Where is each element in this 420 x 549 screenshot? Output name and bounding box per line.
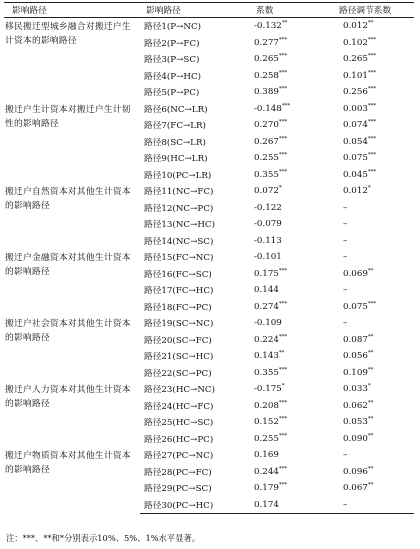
adjustment-significance: *** (367, 152, 377, 159)
coefficient-significance: *** (278, 86, 288, 93)
adjustment-value: – (343, 318, 348, 329)
adjustment-cell (331, 134, 414, 151)
coefficient-value: 0.265 (254, 54, 279, 65)
coefficient-value: 0.355 (254, 169, 279, 180)
coefficient-cell (244, 447, 331, 464)
adjustment-significance: ** (367, 399, 374, 406)
path-cell: 路径27(PC→NC) (144, 451, 214, 462)
path-cell: 路径9(HC→LR) (144, 154, 208, 165)
coefficient-significance: *** (278, 53, 288, 60)
adjustment-value: 0.074 (343, 120, 368, 131)
adjustment-cell (331, 266, 414, 283)
coefficient-value: -0.109 (254, 318, 282, 329)
adjustment-significance: *** (367, 119, 377, 126)
coefficient-cell (244, 365, 331, 382)
adjustment-cell (331, 315, 414, 332)
path-cell: 路径10(PC→LR) (144, 170, 212, 181)
coefficient-value: 0.255 (254, 433, 279, 444)
path-cell: 路径15(FC→NC) (144, 253, 214, 264)
coefficient-significance: ** (281, 20, 288, 27)
group-label: 搬迁户金融资本对其他生计资本的影响路径 (5, 253, 131, 277)
path-cell: 路径11(NC→FC) (144, 187, 214, 198)
coefficient-value: -0.148 (254, 103, 282, 114)
path-cell: 路径8(SC→LR) (144, 137, 206, 148)
header-impact-path: 影响路径 (140, 3, 244, 18)
adjustment-cell (331, 282, 414, 299)
path-cell: 路径1(P→NC) (144, 22, 202, 33)
coefficient-value: 0.144 (254, 285, 279, 296)
adjustment-significance: *** (367, 69, 377, 76)
adjustment-value: 0.053 (343, 417, 368, 428)
coefficient-value: 0.174 (254, 499, 279, 510)
adjustment-cell (331, 35, 414, 52)
coefficient-cell (244, 68, 331, 85)
path-cell: 路径23(HC→NC) (144, 385, 215, 396)
header-impact-path-group: 影响路径 (4, 3, 140, 18)
coefficient-cell (244, 348, 331, 365)
coefficient-cell (244, 117, 331, 134)
adjustment-value: – (343, 235, 348, 246)
path-cell: 路径5(P→PC) (144, 88, 200, 99)
table-row (4, 101, 414, 118)
table-body (4, 18, 414, 514)
coefficient-cell (244, 233, 331, 250)
coefficient-value: 0.175 (254, 268, 279, 279)
adjustment-value: 0.090 (343, 433, 368, 444)
adjustment-value: 0.075 (343, 301, 368, 312)
path-cell: 路径12(NC→PC) (144, 203, 214, 214)
coefficient-value: -0.132 (254, 21, 282, 32)
coefficient-cell (244, 18, 331, 35)
path-cell: 路径28(PC→FC) (144, 467, 212, 478)
adjustment-cell (331, 332, 414, 349)
coefficient-significance: *** (278, 69, 288, 76)
adjustment-value: 0.045 (343, 169, 368, 180)
coefficient-cell (244, 299, 331, 316)
adjustment-cell (331, 431, 414, 448)
path-cell: 路径26(HC→PC) (144, 434, 214, 445)
path-cell: 路径19(SC→NC) (144, 319, 214, 330)
adjustment-significance: *** (367, 53, 377, 60)
coefficient-cell (244, 332, 331, 349)
adjustment-value: – (343, 252, 348, 263)
coefficient-cell (244, 200, 331, 217)
adjustment-cell (331, 84, 414, 101)
adjustment-value: 0.102 (343, 37, 368, 48)
coefficient-cell (244, 497, 331, 514)
table-row (4, 381, 414, 398)
coefficient-cell (244, 150, 331, 167)
results-table (4, 2, 414, 514)
adjustment-significance: *** (367, 300, 377, 307)
coefficient-cell (244, 167, 331, 184)
coefficient-cell (244, 35, 331, 52)
adjustment-value: 0.062 (343, 400, 368, 411)
adjustment-cell (331, 480, 414, 497)
group-label: 移民搬迁型城乡融合对搬迁户生计资本的影响路径 (5, 22, 131, 46)
adjustment-value: 0.003 (343, 103, 368, 114)
table-row (4, 447, 414, 464)
coefficient-cell (244, 216, 331, 233)
coefficient-cell (244, 315, 331, 332)
adjustment-cell (331, 18, 414, 35)
coefficient-cell (244, 282, 331, 299)
coefficient-cell (244, 249, 331, 266)
coefficient-value: -0.079 (254, 219, 282, 230)
coefficient-value: 0.208 (254, 400, 279, 411)
adjustment-cell (331, 497, 414, 514)
adjustment-value: 0.067 (343, 483, 368, 494)
coefficient-value: 0.355 (254, 367, 279, 378)
coefficient-value: 0.258 (254, 70, 279, 81)
coefficient-significance: *** (278, 300, 288, 307)
table-header-row (4, 3, 414, 18)
coefficient-value: 0.224 (254, 334, 279, 345)
path-cell: 路径29(PC→SC) (144, 484, 212, 495)
adjustment-value: 0.256 (343, 87, 368, 98)
coefficient-cell (244, 464, 331, 481)
adjustment-value: – (343, 499, 348, 510)
adjustment-value: – (343, 450, 348, 461)
adjustment-significance: *** (367, 86, 377, 93)
adjustment-cell (331, 167, 414, 184)
adjustment-significance: ** (367, 366, 374, 373)
adjustment-value: 0.109 (343, 367, 368, 378)
coefficient-significance: *** (278, 416, 288, 423)
header-path-adjustment-coefficient: 路径调节系数 (331, 3, 414, 18)
adjustment-value: 0.265 (343, 54, 368, 65)
coefficient-value: 0.389 (254, 87, 279, 98)
adjustment-value: 0.033 (343, 384, 368, 395)
adjustment-value: 0.069 (343, 268, 368, 279)
adjustment-significance: ** (367, 482, 374, 489)
adjustment-significance: * (367, 185, 371, 192)
coefficient-value: 0.072 (254, 186, 279, 197)
coefficient-significance: *** (278, 333, 288, 340)
coefficient-value: 0.179 (254, 483, 279, 494)
adjustment-value: 0.054 (343, 136, 368, 147)
coefficient-cell (244, 101, 331, 118)
coefficient-significance: *** (278, 366, 288, 373)
path-cell: 路径16(FC→SC) (144, 269, 212, 280)
path-cell: 路径24(HC→FC) (144, 401, 214, 412)
adjustment-significance: ** (367, 416, 374, 423)
coefficient-value: 0.152 (254, 417, 279, 428)
adjustment-cell (331, 216, 414, 233)
coefficient-value: 0.143 (254, 351, 279, 362)
coefficient-significance: *** (278, 135, 288, 142)
coefficient-value: -0.122 (254, 202, 282, 213)
adjustment-cell (331, 299, 414, 316)
coefficient-significance: *** (278, 119, 288, 126)
adjustment-cell (331, 249, 414, 266)
path-cell: 路径25(HC→SC) (144, 418, 214, 429)
adjustment-cell (331, 68, 414, 85)
adjustment-cell (331, 381, 414, 398)
adjustment-value: 0.012 (343, 186, 368, 197)
adjustment-significance: * (367, 383, 371, 390)
path-cell: 路径30(PC→HC) (140, 497, 244, 514)
adjustment-significance: ** (367, 20, 374, 27)
coefficient-value: -0.113 (254, 235, 282, 246)
coefficient-value: 0.255 (254, 153, 279, 164)
coefficient-cell (244, 183, 331, 200)
adjustment-significance: *** (367, 36, 377, 43)
group-label: 搬迁户社会资本对其他生计资本的影响路径 (5, 319, 131, 343)
path-cell: 路径3(P→SC) (144, 55, 200, 66)
coefficient-value: -0.175 (254, 384, 282, 395)
adjustment-significance: ** (367, 465, 374, 472)
path-cell: 路径13(NC→HC) (144, 220, 215, 231)
path-cell: 路径22(SC→PC) (144, 368, 212, 379)
adjustment-value: 0.012 (343, 21, 368, 32)
group-label: 搬迁户自然资本对其他生计资本的影响路径 (5, 187, 131, 211)
path-cell: 路径20(SC→FC) (144, 335, 212, 346)
adjustment-cell (331, 183, 414, 200)
coefficient-cell (244, 84, 331, 101)
coefficient-significance: * (281, 383, 285, 390)
coefficient-cell (244, 480, 331, 497)
group-label: 搬迁户物质资本对其他生计资本的影响路径 (5, 451, 131, 475)
path-cell: 路径21(SC→HC) (144, 352, 214, 363)
table-row (4, 18, 414, 35)
coefficient-significance: ** (278, 350, 285, 357)
path-cell: 路径18(FC→PC) (144, 302, 212, 313)
adjustment-value: 0.056 (343, 351, 368, 362)
adjustment-significance: *** (367, 135, 377, 142)
path-cell: 路径6(NC→LR) (144, 104, 208, 115)
adjustment-cell (331, 101, 414, 118)
path-cell: 路径14(NC→SC) (144, 236, 214, 247)
coefficient-significance: * (278, 185, 282, 192)
coefficient-cell (244, 381, 331, 398)
adjustment-significance: ** (367, 267, 374, 274)
adjustment-significance: ** (367, 333, 374, 340)
adjustment-value: 0.087 (343, 334, 368, 345)
group-label: 搬迁户生计资本对搬迁户生计韧性的影响路径 (5, 104, 131, 129)
coefficient-cell (244, 51, 331, 68)
adjustment-cell (331, 200, 414, 217)
coefficient-significance: *** (278, 432, 288, 439)
adjustment-cell (331, 398, 414, 415)
coefficient-significance: *** (278, 36, 288, 43)
adjustment-cell (331, 117, 414, 134)
adjustment-value: 0.096 (343, 466, 368, 477)
adjustment-cell (331, 365, 414, 382)
coefficient-value: 0.274 (254, 301, 279, 312)
coefficient-cell (244, 431, 331, 448)
adjustment-cell (331, 447, 414, 464)
adjustment-cell (331, 51, 414, 68)
adjustment-significance: *** (367, 102, 377, 109)
coefficient-significance: *** (278, 152, 288, 159)
coefficient-value: -0.101 (254, 252, 282, 263)
adjustment-cell (331, 414, 414, 431)
coefficient-value: 0.267 (254, 136, 279, 147)
adjustment-cell (331, 348, 414, 365)
table-row (4, 183, 414, 200)
adjustment-cell (331, 150, 414, 167)
coefficient-value: 0.244 (254, 466, 279, 477)
table-row (4, 315, 414, 332)
adjustment-value: 0.075 (343, 153, 368, 164)
adjustment-cell (331, 233, 414, 250)
path-cell: 路径4(P→HC) (144, 71, 202, 82)
group-label: 搬迁户人力资本对其他生计资本的影响路径 (5, 385, 131, 409)
coefficient-cell (244, 414, 331, 431)
coefficient-significance: *** (278, 465, 288, 472)
coefficient-cell (244, 134, 331, 151)
coefficient-value: 0.270 (254, 120, 279, 131)
path-cell: 路径2(P→FC) (144, 38, 200, 49)
adjustment-significance: ** (367, 432, 374, 439)
coefficient-value: 0.277 (254, 37, 279, 48)
adjustment-significance: ** (367, 350, 374, 357)
table-footnote: 注：***、**和*分别表示10%、5%、1%水平显著。 (6, 533, 201, 543)
adjustment-cell (331, 464, 414, 481)
coefficient-significance: *** (278, 168, 288, 175)
path-cell: 路径17(FC→HC) (144, 286, 214, 297)
table-row (4, 249, 414, 266)
coefficient-value: 0.169 (254, 450, 279, 461)
coefficient-significance: *** (278, 399, 288, 406)
adjustment-value: – (343, 219, 348, 230)
coefficient-cell (244, 398, 331, 415)
adjustment-value: 0.101 (343, 70, 368, 81)
adjustment-value: – (343, 285, 348, 296)
coefficient-cell (244, 266, 331, 283)
coefficient-significance: *** (278, 267, 288, 274)
adjustment-value: – (343, 202, 348, 213)
adjustment-significance: *** (367, 168, 377, 175)
coefficient-significance: *** (281, 102, 291, 109)
coefficient-significance: *** (278, 482, 288, 489)
header-coefficient: 系数 (244, 3, 331, 18)
path-cell: 路径7(FC→LR) (144, 121, 206, 132)
